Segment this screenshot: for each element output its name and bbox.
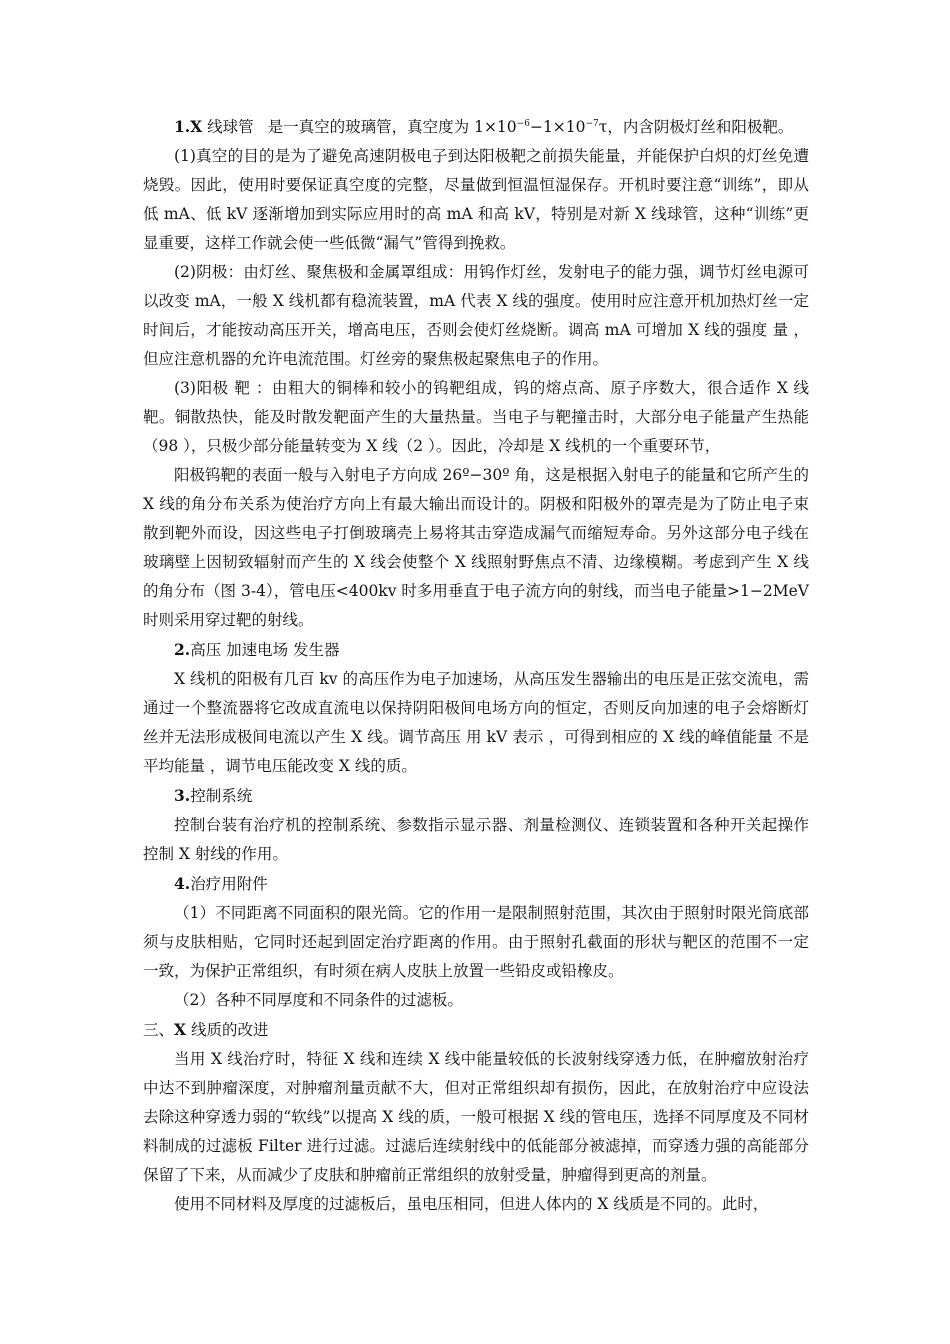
paragraph-text: 是一真空的玻璃管，真空度为 1×10	[267, 118, 517, 136]
section-number: 4.	[174, 874, 191, 893]
paragraph-cathode: (2)阴极：由灯丝、聚焦极和金属罩组成：用钨作灯丝，发射电子的能力强，调节灯丝电源可以改变 mA，一般 X 线机都有稳流装置，mA 代表 X 线的强度。使用时应注意开机加热灯丝一定时间后，才能按动高压开关，增高电压，否则会使灯丝烧断。调高 mA 可增加 X 线的强度 量 ，但应注意机器的允许电流范围。灯丝旁的聚焦极起聚焦电子的作用。	[143, 263, 809, 368]
paragraph-anode-target: 阳极钨靶的表面一般与入射电子方向成 26º−30º 角，这是根据入射电子的能量和它所产生的 X 线的角分布关系为使治疗方向上有最大输出而设计的。阴极和阳极外的罩壳是为了防止电子束散到靶外而设，因这些电子打倒玻璃壳上易将其击穿造成漏气而缩短寿命。另外这部分电子线在玻璃壁上因韧致辐射而产生的 X 线会使整个 X 线照射野焦点不清、边缘模糊。考虑到产生 X 线的角分布（图 3-4），管电压<400kv 时多用垂直于电子流方向的射线，而当电子能量>1−2MeV 时则采用穿过靶的射线。	[143, 466, 809, 629]
paragraph-anode: (3)阳极 靶 ：由粗大的铜棒和较小的钨靶组成，钨的熔点高、原子序数大，很合适作 X 线靶。铜散热快，能及时散发靶面产生的大量热量。当电子与靶撞击时，大部分电子能量产生热能（98 ），只极少部分能量转变为 X 线（2 ）。因此，冷却是 X 线机的一个重要环节，	[143, 379, 809, 455]
section-heading: 线球管	[202, 118, 254, 136]
paragraph-high-voltage: X 线机的阳极有几百 kv 的高压作为电子加速场，从高压发生器输出的电压是正弦交流电，需通过一个整流器将它改成直流电以保持阴阳极间电场方向的恒定，否则反向加速的电子会熔断灯丝并无法形成极间电流以产生 X 线。调节高压 用 kV 表示 ，可得到相应的 X 线的峰值能量 不是平均能量 ，调节电压能改变 X 线的质。	[143, 670, 809, 775]
paragraph-vacuum: (1)真空的目的是为了避免高速阴极电子到达阳极靶之前损失能量，并能保护白炽的灯丝免遭烧毁。因此，使用时要保证真空度的完整，尽量做到恒温恒湿保存。开机时要注意“训练”，即从低 mA、低 kV 逐渐增加到实际应用时的高 mA 和高 kV，特别是对新 X 线球管，这种“训练”更显重要，这样工作就会使一些低微“漏气”管得到挽救。	[143, 147, 809, 252]
paragraph-xray-tube	[143, 112, 809, 142]
document-page	[143, 112, 809, 1219]
paragraph-text: τ，内含阴极灯丝和阳极靶。	[598, 118, 794, 136]
heading-accessories	[143, 869, 809, 899]
section-heading: 线质的改进	[186, 1021, 269, 1039]
section-heading: 治疗用附件	[190, 875, 268, 893]
section-heading: 控制系统	[190, 787, 253, 805]
paragraph-text: −1×10	[529, 118, 586, 136]
paragraph-filter-materials: 使用不同材料及厚度的过滤板后，虽电压相同，但进人体内的 X 线质是不同的。此时，	[174, 1195, 769, 1213]
section-prefix: 三、	[143, 1021, 175, 1039]
section-heading-bold: X	[174, 1020, 187, 1039]
section-heading: 高压 加速电场 发生器	[190, 641, 340, 659]
section-number: 3.	[174, 786, 191, 805]
paragraph-control-system: 控制台装有治疗机的控制系统、参数指示显示器、剂量检测仪、连锁装置和各种开关起操作控制 X 射线的作用。	[143, 816, 809, 863]
section-number: 1.X	[174, 117, 203, 136]
heading-control-system	[143, 781, 809, 811]
paragraph-xray-quality: 当用 X 线治疗时，特征 X 线和连续 X 线中能量较低的长波射线穿透力低，在肿瘤放射治疗中达不到肿瘤深度，对肿瘤剂量贡献不大，但对正常组织却有损伤，因此，在放射治疗中应设法去除这种穿透力弱的“软线”以提高 X 线的质，一般可根据 X 线的管电压，选择不同厚度及不同材料制成的过滤板 Filter 进行过滤。过滤后连续射线中的低能部分被滤掉，而穿透力强的高能部分保留了下来，从而减少了皮肤和肿瘤前正常组织的放射受量，肿瘤得到更高的剂量。	[143, 1050, 809, 1184]
heading-xray-quality	[143, 1015, 809, 1045]
exponent: −7	[585, 118, 599, 129]
section-number: 2.	[174, 640, 191, 659]
heading-high-voltage	[143, 635, 809, 665]
exponent: −6	[516, 118, 530, 129]
paragraph-collimator: （1）不同距离不同面积的限光筒。它的作用一是限制照射范围，其次由于照射时限光筒底部须与皮肤相贴，它同时还起到固定治疗距离的作用。由于照射孔截面的形状与靶区的范围不一定一致，为保护正常组织，有时须在病人皮肤上放置一些铅皮或铅橡皮。	[143, 904, 809, 980]
paragraph-filter-plates: （2）各种不同厚度和不同条件的过滤板。	[174, 991, 463, 1009]
